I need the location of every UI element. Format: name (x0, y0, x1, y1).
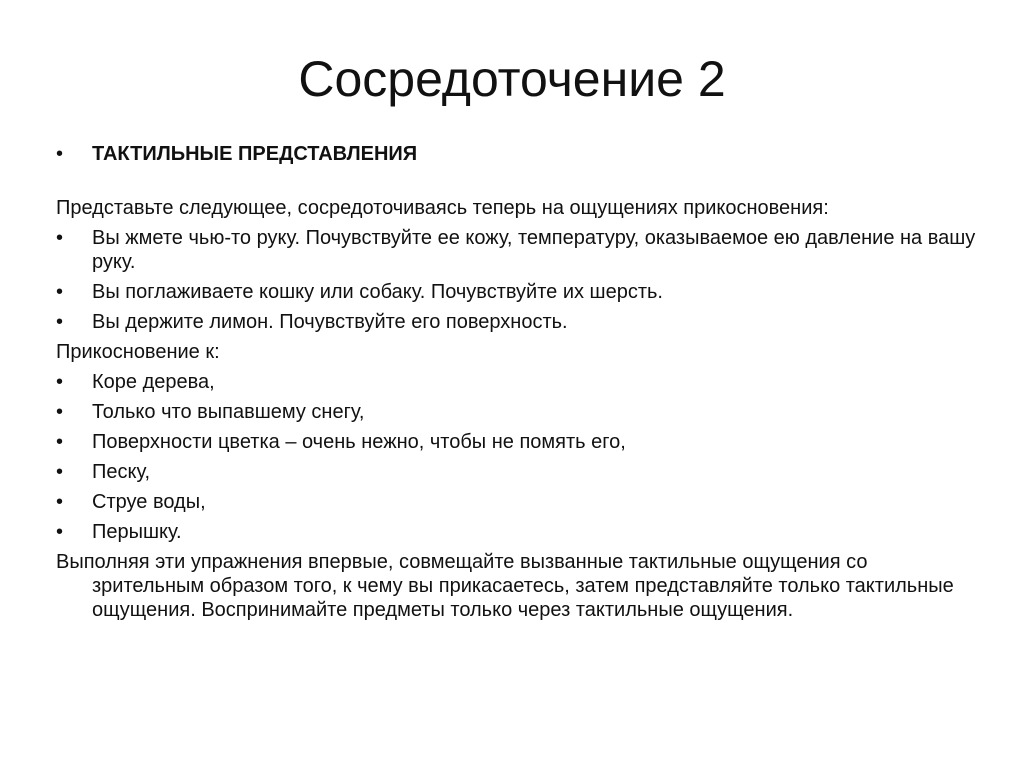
list-item-text: Перышку. (92, 521, 182, 543)
bullet-marker: • (56, 143, 64, 165)
list-item (56, 310, 976, 334)
closing-paragraph: Выполняя эти упражнения впервые, совмещайте вызванные тактильные ощущения со зрительным образом того, к чему вы прикасаетесь, затем представляйте только тактильные ощущения. Воспринимайте предметы только через тактильные ощущения. (56, 551, 954, 621)
slide-body (56, 142, 976, 622)
bullet-marker: • (56, 401, 64, 423)
list-item-text: Струе воды, (92, 491, 206, 513)
list-item (56, 460, 976, 484)
heading-bullet-item (56, 142, 976, 166)
bullet-marker: • (56, 281, 64, 303)
list-item (56, 430, 976, 454)
list-item (56, 400, 976, 424)
list-item (56, 226, 976, 274)
bullet-marker: • (56, 311, 64, 333)
list-item-text: Коре дерева, (92, 371, 215, 393)
list-item-text: Песку, (92, 461, 151, 483)
touch-label: Прикосновение к: (56, 341, 220, 363)
list-item-text: Только что выпавшему снегу, (92, 401, 365, 423)
bullet-marker: • (56, 521, 64, 543)
bullet-marker: • (56, 371, 64, 393)
list-item-text: Вы жмете чью-то руку. Почувствуйте ее кожу, температуру, оказываемое ею давление на вашу руку. (92, 227, 976, 273)
bullet-marker: • (56, 227, 64, 249)
list-item (56, 370, 976, 394)
list-item (56, 490, 976, 514)
list-item (56, 280, 976, 304)
list-item (56, 520, 976, 544)
intro-paragraph: Представьте следующее, сосредоточиваясь теперь на ощущениях прикосновения: (56, 197, 829, 219)
slide-title: Сосредоточение 2 (298, 51, 726, 107)
list-item-text: Поверхности цветка – очень нежно, чтобы не помять его, (92, 431, 626, 453)
bullet-marker: • (56, 491, 64, 513)
bullet-marker: • (56, 461, 64, 483)
list-item-text: Вы поглаживаете кошку или собаку. Почувствуйте их шерсть. (92, 281, 663, 303)
bullet-marker: • (56, 431, 64, 453)
list-item-text: Вы держите лимон. Почувствуйте его поверхность. (92, 311, 568, 333)
section-heading: ТАКТИЛЬНЫЕ ПРЕДСТАВЛЕНИЯ (92, 143, 418, 165)
